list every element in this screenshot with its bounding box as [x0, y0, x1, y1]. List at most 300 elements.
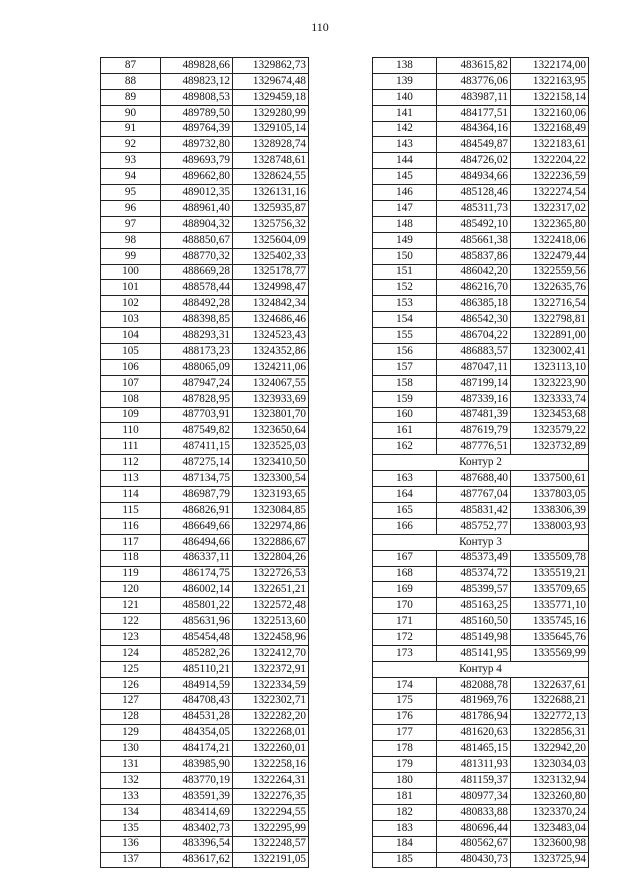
- x-coordinate-cell: 486174,75: [161, 566, 233, 582]
- x-coordinate-cell: 489808,53: [161, 89, 233, 105]
- x-coordinate-cell: 486494,66: [161, 534, 233, 550]
- y-coordinate-cell: 1322651,21: [233, 582, 309, 598]
- x-coordinate-cell: 481620,63: [437, 725, 511, 741]
- y-coordinate-cell: 1337803,05: [511, 487, 589, 503]
- y-coordinate-cell: 1335645,76: [511, 630, 589, 646]
- y-coordinate-cell: 1337500,61: [511, 471, 589, 487]
- x-coordinate-cell: 486987,79: [161, 487, 233, 503]
- y-coordinate-cell: 1322412,70: [233, 645, 309, 661]
- point-number-cell: 180: [373, 773, 437, 789]
- point-number-cell: 166: [373, 518, 437, 534]
- y-coordinate-cell: 1322974,86: [233, 518, 309, 534]
- x-coordinate-cell: 488578,44: [161, 280, 233, 296]
- y-coordinate-cell: 1322158,14: [511, 89, 589, 105]
- x-coordinate-cell: 486649,66: [161, 518, 233, 534]
- point-number-cell: 131: [101, 757, 161, 773]
- point-number-cell: 183: [373, 820, 437, 836]
- x-coordinate-cell: 485163,25: [437, 598, 511, 614]
- point-number-cell: 119: [101, 566, 161, 582]
- point-number-cell: 174: [373, 677, 437, 693]
- y-coordinate-cell: 1323650,64: [233, 423, 309, 439]
- y-coordinate-cell: 1322418,06: [511, 232, 589, 248]
- table-row: [373, 328, 589, 344]
- point-number-cell: 118: [101, 550, 161, 566]
- point-number-cell: 109: [101, 407, 161, 423]
- x-coordinate-cell: 484354,05: [161, 725, 233, 741]
- point-number-cell: 105: [101, 344, 161, 360]
- point-number-cell: 133: [101, 788, 161, 804]
- point-number-cell: 167: [373, 550, 437, 566]
- y-coordinate-cell: 1322372,91: [233, 661, 309, 677]
- point-number-cell: 98: [101, 232, 161, 248]
- point-number-cell: 159: [373, 391, 437, 407]
- x-coordinate-cell: 487275,14: [161, 455, 233, 471]
- x-coordinate-cell: 488065,09: [161, 359, 233, 375]
- x-coordinate-cell: 484177,51: [437, 105, 511, 121]
- x-coordinate-cell: 484914,59: [161, 677, 233, 693]
- point-number-cell: 143: [373, 137, 437, 153]
- y-coordinate-cell: 1325402,33: [233, 248, 309, 264]
- x-coordinate-cell: 486385,18: [437, 296, 511, 312]
- point-number-cell: 123: [101, 630, 161, 646]
- x-coordinate-cell: 480430,73: [437, 852, 511, 868]
- y-coordinate-cell: 1326131,16: [233, 185, 309, 201]
- table-row: [373, 105, 589, 121]
- point-number-cell: 163: [373, 471, 437, 487]
- x-coordinate-cell: 483591,39: [161, 788, 233, 804]
- y-coordinate-cell: 1322163,95: [511, 73, 589, 89]
- table-row: [101, 487, 309, 503]
- y-coordinate-cell: 1322365,80: [511, 216, 589, 232]
- point-number-cell: 147: [373, 201, 437, 217]
- x-coordinate-cell: 487134,75: [161, 471, 233, 487]
- table-row: [101, 201, 309, 217]
- x-coordinate-cell: 488961,40: [161, 201, 233, 217]
- x-coordinate-cell: 487481,39: [437, 407, 511, 423]
- x-coordinate-cell: 485454,48: [161, 630, 233, 646]
- table-row: [101, 836, 309, 852]
- y-coordinate-cell: 1323193,65: [233, 487, 309, 503]
- y-coordinate-cell: 1335745,16: [511, 614, 589, 630]
- table-row: [373, 598, 589, 614]
- y-coordinate-cell: 1335519,21: [511, 566, 589, 582]
- x-coordinate-cell: 489789,50: [161, 105, 233, 121]
- table-row: [101, 391, 309, 407]
- table-row: [101, 677, 309, 693]
- x-coordinate-cell: 485160,50: [437, 614, 511, 630]
- table-row: [373, 89, 589, 105]
- point-number-cell: 106: [101, 359, 161, 375]
- x-coordinate-cell: 488669,28: [161, 264, 233, 280]
- table-row: [101, 359, 309, 375]
- y-coordinate-cell: 1324352,86: [233, 344, 309, 360]
- table-row: [101, 296, 309, 312]
- x-coordinate-cell: 486042,20: [437, 264, 511, 280]
- point-number-cell: 135: [101, 820, 161, 836]
- point-number-cell: 129: [101, 725, 161, 741]
- table-row: [373, 169, 589, 185]
- y-coordinate-cell: 1324998,47: [233, 280, 309, 296]
- x-coordinate-cell: 481465,15: [437, 741, 511, 757]
- coordinates-table-right: [372, 57, 589, 868]
- x-coordinate-cell: 481311,93: [437, 757, 511, 773]
- table-row: [101, 423, 309, 439]
- y-coordinate-cell: 1324686,46: [233, 312, 309, 328]
- x-coordinate-cell: 483617,62: [161, 852, 233, 868]
- y-coordinate-cell: 1323732,89: [511, 439, 589, 455]
- table-row: [101, 518, 309, 534]
- table-row: [101, 89, 309, 105]
- point-number-cell: 156: [373, 344, 437, 360]
- point-number-cell: 100: [101, 264, 161, 280]
- x-coordinate-cell: 487828,95: [161, 391, 233, 407]
- table-row: [101, 709, 309, 725]
- table-row: [373, 232, 589, 248]
- contour-header: Контур 3: [373, 534, 589, 550]
- table-row: [373, 185, 589, 201]
- point-number-cell: 128: [101, 709, 161, 725]
- table-row: [101, 216, 309, 232]
- x-coordinate-cell: 480696,44: [437, 820, 511, 836]
- y-coordinate-cell: 1322191,05: [233, 852, 309, 868]
- table-row: [373, 502, 589, 518]
- point-number-cell: 91: [101, 121, 161, 137]
- y-coordinate-cell: 1322302,71: [233, 693, 309, 709]
- x-coordinate-cell: 484531,28: [161, 709, 233, 725]
- y-coordinate-cell: 1323113,10: [511, 359, 589, 375]
- point-number-cell: 149: [373, 232, 437, 248]
- point-number-cell: 182: [373, 804, 437, 820]
- y-coordinate-cell: 1323300,54: [233, 471, 309, 487]
- x-coordinate-cell: 486216,70: [437, 280, 511, 296]
- x-coordinate-cell: 485149,98: [437, 630, 511, 646]
- y-coordinate-cell: 1329862,73: [233, 58, 309, 74]
- y-coordinate-cell: 1323801,70: [233, 407, 309, 423]
- y-coordinate-cell: 1329105,14: [233, 121, 309, 137]
- y-coordinate-cell: 1322942,20: [511, 741, 589, 757]
- x-coordinate-cell: 484174,21: [161, 741, 233, 757]
- y-coordinate-cell: 1335569,99: [511, 645, 589, 661]
- table-row: [101, 169, 309, 185]
- y-coordinate-cell: 1325178,77: [233, 264, 309, 280]
- x-coordinate-cell: 485661,38: [437, 232, 511, 248]
- table-row: [101, 312, 309, 328]
- table-row: [373, 852, 589, 868]
- x-coordinate-cell: 481159,37: [437, 773, 511, 789]
- table-row: [373, 566, 589, 582]
- y-coordinate-cell: 1322268,01: [233, 725, 309, 741]
- point-number-cell: 168: [373, 566, 437, 582]
- y-coordinate-cell: 1323132,94: [511, 773, 589, 789]
- x-coordinate-cell: 488293,31: [161, 328, 233, 344]
- table-row: [373, 391, 589, 407]
- point-number-cell: 165: [373, 502, 437, 518]
- table-row: [101, 534, 309, 550]
- x-coordinate-cell: 485837,86: [437, 248, 511, 264]
- point-number-cell: 87: [101, 58, 161, 74]
- table-row: [373, 137, 589, 153]
- point-number-cell: 151: [373, 264, 437, 280]
- contour-header: Контур 4: [373, 661, 589, 677]
- table-row: [373, 407, 589, 423]
- y-coordinate-cell: 1322282,20: [233, 709, 309, 725]
- x-coordinate-cell: 486826,91: [161, 502, 233, 518]
- x-coordinate-cell: 484549,87: [437, 137, 511, 153]
- table-row: [101, 439, 309, 455]
- page-number: 110: [311, 20, 329, 34]
- table-row: [101, 661, 309, 677]
- point-number-cell: 127: [101, 693, 161, 709]
- y-coordinate-cell: 1322295,99: [233, 820, 309, 836]
- table-row: [101, 773, 309, 789]
- x-coordinate-cell: 487199,14: [437, 375, 511, 391]
- x-coordinate-cell: 489012,35: [161, 185, 233, 201]
- x-coordinate-cell: 487339,16: [437, 391, 511, 407]
- x-coordinate-cell: 487411,15: [161, 439, 233, 455]
- x-coordinate-cell: 489732,80: [161, 137, 233, 153]
- point-number-cell: 161: [373, 423, 437, 439]
- point-number-cell: 112: [101, 455, 161, 471]
- point-number-cell: 101: [101, 280, 161, 296]
- table-row: [101, 614, 309, 630]
- table-row: [101, 582, 309, 598]
- table-row: [373, 344, 589, 360]
- point-number-cell: 158: [373, 375, 437, 391]
- table-row: [101, 550, 309, 566]
- table-row: [373, 359, 589, 375]
- x-coordinate-cell: 486337,11: [161, 550, 233, 566]
- x-coordinate-cell: 488850,67: [161, 232, 233, 248]
- table-row: [101, 121, 309, 137]
- y-coordinate-cell: 1322248,57: [233, 836, 309, 852]
- y-coordinate-cell: 1323034,03: [511, 757, 589, 773]
- y-coordinate-cell: 1324523,43: [233, 328, 309, 344]
- y-coordinate-cell: 1322635,76: [511, 280, 589, 296]
- point-number-cell: 140: [373, 89, 437, 105]
- y-coordinate-cell: 1322458,96: [233, 630, 309, 646]
- y-coordinate-cell: 1322236,59: [511, 169, 589, 185]
- x-coordinate-cell: 487549,82: [161, 423, 233, 439]
- point-number-cell: 150: [373, 248, 437, 264]
- x-coordinate-cell: 485141,95: [437, 645, 511, 661]
- y-coordinate-cell: 1322637,61: [511, 677, 589, 693]
- y-coordinate-cell: 1322334,59: [233, 677, 309, 693]
- table-row: [373, 201, 589, 217]
- table-row: [373, 487, 589, 503]
- y-coordinate-cell: 1323223,90: [511, 375, 589, 391]
- y-coordinate-cell: 1323525,03: [233, 439, 309, 455]
- point-number-cell: 176: [373, 709, 437, 725]
- x-coordinate-cell: 489693,79: [161, 153, 233, 169]
- x-coordinate-cell: 485373,49: [437, 550, 511, 566]
- point-number-cell: 170: [373, 598, 437, 614]
- x-coordinate-cell: 484708,43: [161, 693, 233, 709]
- y-coordinate-cell: 1323084,85: [233, 502, 309, 518]
- point-number-cell: 97: [101, 216, 161, 232]
- y-coordinate-cell: 1322294,55: [233, 804, 309, 820]
- y-coordinate-cell: 1322183,61: [511, 137, 589, 153]
- x-coordinate-cell: 487619,79: [437, 423, 511, 439]
- x-coordinate-cell: 489823,12: [161, 73, 233, 89]
- x-coordinate-cell: 484364,16: [437, 121, 511, 137]
- x-coordinate-cell: 487703,91: [161, 407, 233, 423]
- point-number-cell: 113: [101, 471, 161, 487]
- point-number-cell: 184: [373, 836, 437, 852]
- table-row: [101, 185, 309, 201]
- point-number-cell: 117: [101, 534, 161, 550]
- y-coordinate-cell: 1323453,68: [511, 407, 589, 423]
- table-row: [101, 820, 309, 836]
- point-number-cell: 173: [373, 645, 437, 661]
- table-row: [373, 375, 589, 391]
- table-row: [373, 423, 589, 439]
- point-number-cell: 179: [373, 757, 437, 773]
- table-row: [101, 471, 309, 487]
- table-row: [373, 73, 589, 89]
- point-number-cell: 153: [373, 296, 437, 312]
- x-coordinate-cell: 487947,24: [161, 375, 233, 391]
- point-number-cell: 110: [101, 423, 161, 439]
- point-number-cell: 181: [373, 788, 437, 804]
- table-row: [101, 407, 309, 423]
- y-coordinate-cell: 1322258,16: [233, 757, 309, 773]
- table-row: [101, 280, 309, 296]
- x-coordinate-cell: 485831,42: [437, 502, 511, 518]
- point-number-cell: 99: [101, 248, 161, 264]
- table-row: [373, 788, 589, 804]
- x-coordinate-cell: 484934,66: [437, 169, 511, 185]
- table-row: [373, 677, 589, 693]
- y-coordinate-cell: 1324067,55: [233, 375, 309, 391]
- table-row: [101, 58, 309, 74]
- y-coordinate-cell: 1322886,67: [233, 534, 309, 550]
- table-row: [373, 773, 589, 789]
- x-coordinate-cell: 489828,66: [161, 58, 233, 74]
- table-row: [101, 598, 309, 614]
- x-coordinate-cell: 483402,73: [161, 820, 233, 836]
- x-coordinate-cell: 483414,69: [161, 804, 233, 820]
- point-number-cell: 136: [101, 836, 161, 852]
- table-row: [373, 264, 589, 280]
- table-row: [373, 296, 589, 312]
- table-row: [373, 248, 589, 264]
- y-coordinate-cell: 1322264,31: [233, 773, 309, 789]
- point-number-cell: 137: [101, 852, 161, 868]
- point-number-cell: 103: [101, 312, 161, 328]
- point-number-cell: 169: [373, 582, 437, 598]
- x-coordinate-cell: 485311,73: [437, 201, 511, 217]
- table-row: [373, 518, 589, 534]
- table-row: [101, 502, 309, 518]
- table-row: [101, 344, 309, 360]
- table-row: [373, 216, 589, 232]
- y-coordinate-cell: 1322572,48: [233, 598, 309, 614]
- y-coordinate-cell: 1322260,01: [233, 741, 309, 757]
- y-coordinate-cell: 1329674,48: [233, 73, 309, 89]
- y-coordinate-cell: 1322772,13: [511, 709, 589, 725]
- point-number-cell: 178: [373, 741, 437, 757]
- y-coordinate-cell: 1322513,60: [233, 614, 309, 630]
- table-row: [373, 153, 589, 169]
- y-coordinate-cell: 1324842,34: [233, 296, 309, 312]
- y-coordinate-cell: 1328624,55: [233, 169, 309, 185]
- x-coordinate-cell: 483770,19: [161, 773, 233, 789]
- table-row: [373, 550, 589, 566]
- y-coordinate-cell: 1322174,00: [511, 58, 589, 74]
- point-number-cell: 162: [373, 439, 437, 455]
- y-coordinate-cell: 1322276,35: [233, 788, 309, 804]
- table-row: [373, 836, 589, 852]
- point-number-cell: 90: [101, 105, 161, 121]
- table-row: [101, 852, 309, 868]
- table-row: [101, 645, 309, 661]
- point-number-cell: 142: [373, 121, 437, 137]
- x-coordinate-cell: 483615,82: [437, 58, 511, 74]
- y-coordinate-cell: 1325935,87: [233, 201, 309, 217]
- y-coordinate-cell: 1328748,61: [233, 153, 309, 169]
- point-number-cell: 144: [373, 153, 437, 169]
- x-coordinate-cell: 487688,40: [437, 471, 511, 487]
- point-number-cell: 146: [373, 185, 437, 201]
- y-coordinate-cell: 1329280,99: [233, 105, 309, 121]
- y-coordinate-cell: 1323002,41: [511, 344, 589, 360]
- y-coordinate-cell: 1335709,65: [511, 582, 589, 598]
- x-coordinate-cell: 487047,11: [437, 359, 511, 375]
- x-coordinate-cell: 486704,22: [437, 328, 511, 344]
- x-coordinate-cell: 480562,67: [437, 836, 511, 852]
- point-number-cell: 154: [373, 312, 437, 328]
- point-number-cell: 172: [373, 630, 437, 646]
- point-number-cell: 115: [101, 502, 161, 518]
- table-row: [373, 121, 589, 137]
- x-coordinate-cell: 485282,26: [161, 645, 233, 661]
- table-row: [101, 741, 309, 757]
- y-coordinate-cell: 1338003,93: [511, 518, 589, 534]
- y-coordinate-cell: 1323410,50: [233, 455, 309, 471]
- contour-header-row: [373, 661, 589, 677]
- point-number-cell: 164: [373, 487, 437, 503]
- x-coordinate-cell: 486883,57: [437, 344, 511, 360]
- contour-header: Контур 2: [373, 455, 589, 471]
- table-row: [373, 804, 589, 820]
- y-coordinate-cell: 1323333,74: [511, 391, 589, 407]
- table-row: [101, 788, 309, 804]
- x-coordinate-cell: 489764,39: [161, 121, 233, 137]
- x-coordinate-cell: 485110,21: [161, 661, 233, 677]
- x-coordinate-cell: 487767,04: [437, 487, 511, 503]
- point-number-cell: 116: [101, 518, 161, 534]
- y-coordinate-cell: 1322804,26: [233, 550, 309, 566]
- y-coordinate-cell: 1328928,74: [233, 137, 309, 153]
- table-row: [101, 725, 309, 741]
- table-row: [373, 693, 589, 709]
- point-number-cell: 145: [373, 169, 437, 185]
- x-coordinate-cell: 486542,30: [437, 312, 511, 328]
- y-coordinate-cell: 1329459,18: [233, 89, 309, 105]
- point-number-cell: 125: [101, 661, 161, 677]
- y-coordinate-cell: 1322798,81: [511, 312, 589, 328]
- x-coordinate-cell: 485752,77: [437, 518, 511, 534]
- x-coordinate-cell: 485631,96: [161, 614, 233, 630]
- table-row: [101, 630, 309, 646]
- point-number-cell: 120: [101, 582, 161, 598]
- y-coordinate-cell: 1324211,06: [233, 359, 309, 375]
- table-row: [101, 153, 309, 169]
- y-coordinate-cell: 1325756,32: [233, 216, 309, 232]
- table-row: [101, 232, 309, 248]
- table-row: [101, 804, 309, 820]
- table-row: [373, 709, 589, 725]
